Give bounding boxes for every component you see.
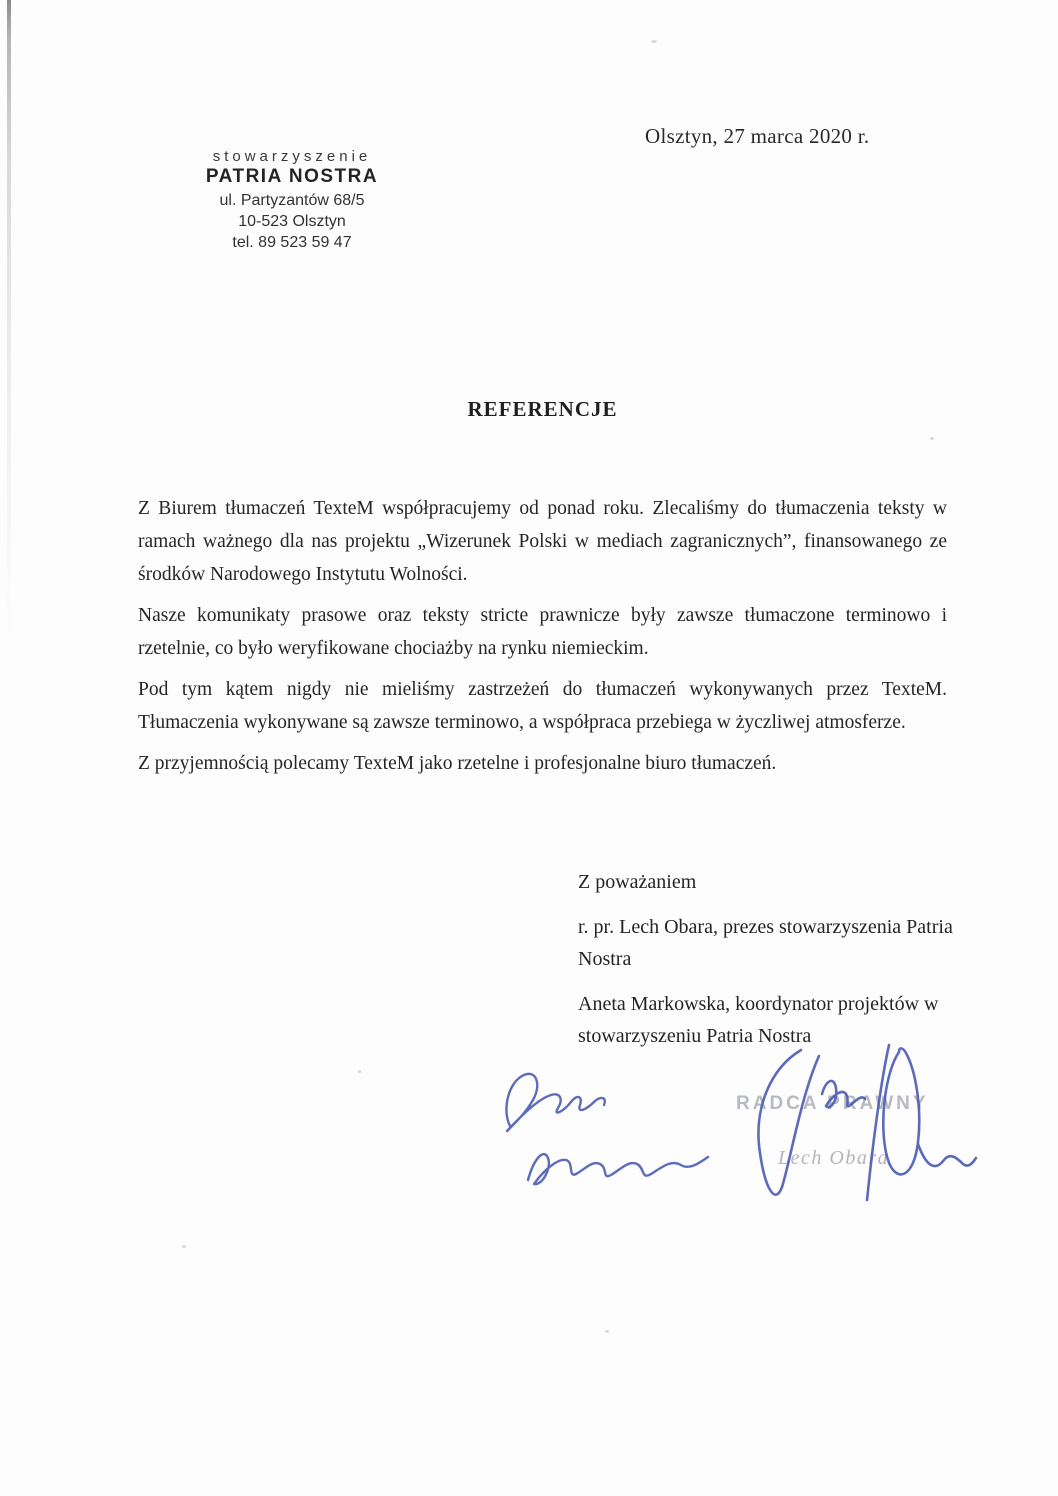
lawyer-stamp-title: RADCA PRAWNY <box>736 1093 929 1114</box>
letterhead-phone: tel. 89 523 59 47 <box>232 234 352 251</box>
lawyer-stamp-name: Lech Obara <box>778 1147 890 1169</box>
scan-speck <box>605 1330 609 1333</box>
signature-lech-obara <box>758 1045 976 1200</box>
scan-speck <box>182 1245 186 1248</box>
date-line: Olsztyn, 27 marca 2020 r. <box>645 124 870 148</box>
body-paragraph-2: Nasze komunikaty prasowe oraz teksty stricte prawnicze były zawsze tłumaczone terminowo i rzetelnie, co było weryfikowane chociażby na rynku niemieckim. <box>138 605 947 659</box>
handwritten-signatures <box>470 1038 980 1228</box>
signature-aneta-markowska <box>506 1074 708 1184</box>
document-title: REFERENCJE <box>467 397 618 421</box>
letterhead-org-name: PATRIA NOSTRA <box>205 166 379 187</box>
body-paragraph-3: Pod tym kątem nigdy nie mieliśmy zastrzeżeń do tłumaczeń wykonywanych przez TexteM. Tłumaczenia wykonywane są zawsze terminowo, a współpraca przebiega w życzliwej atmosferze. <box>138 679 947 733</box>
closing-block <box>578 866 960 1065</box>
scan-artifact-line <box>7 0 11 640</box>
letter-body <box>138 492 947 788</box>
closing-salutation: Z poważaniem <box>578 871 697 893</box>
closing-signatory-1: r. pr. Lech Obara, prezes stowarzyszenia Patria Nostra <box>578 916 953 970</box>
scan-speck <box>358 1070 361 1073</box>
scan-speck <box>930 437 934 440</box>
body-paragraph-4: Z przyjemnością polecamy TexteM jako rzetelne i profesjonalne biuro tłumaczeń. <box>138 753 777 774</box>
letterhead-street: ul. Partyzantów 68/5 <box>219 192 365 209</box>
scan-speck <box>651 40 657 43</box>
body-paragraph-1: Z Biurem tłumaczeń TexteM współpracujemy od ponad roku. Zlecaliśmy do tłumaczenia teksty w ramach ważnego dla nas projektu „Wizerunek Polski w mediach zagranicznych”, finansowanego ze środków Narodowego Instytutu Wolności. <box>138 498 947 585</box>
closing-signatory-2: Aneta Markowska, koordynator projektów w stowarzyszeniu Patria Nostra <box>578 993 939 1047</box>
letterhead-org-type: stowarzyszenie <box>212 148 372 165</box>
letterhead-stamp <box>172 148 412 253</box>
letterhead-city: 10-523 Olsztyn <box>238 213 346 230</box>
